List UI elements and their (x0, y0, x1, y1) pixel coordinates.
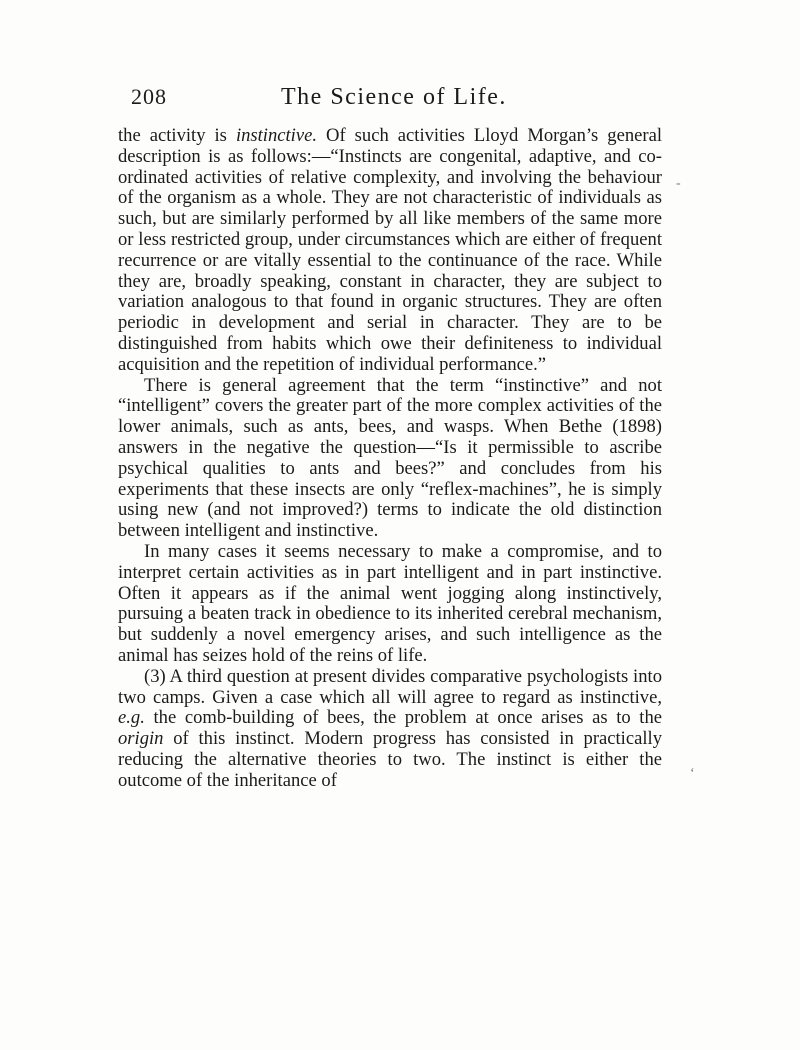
text-run: (3) A third question at present divides comparative psychologists into two camps. Given a case which all will agree to regard as instinctive, (118, 665, 662, 708)
paragraph-3: In many cases it seems necessary to make a compromise, and to interpret certain activities as in part intelligent and in part instinctive. Often it appears as if the animal went jogging along instinctively, pursuing a beaten track in obedience to its inherited cerebral mechanism, but suddenly a novel emergency arises, and such intelligence as the animal has seizes hold of the reins of life. (118, 540, 662, 666)
text-run: the comb-building of bees, the problem at once arises as to the (144, 707, 662, 729)
paragraph-2: There is general agreement that the term “instinctive” and not “intelligent” covers the greater part of the more complex activities of the lower animals, such as ants, bees, and wasps. When Bethe (1898) answers in the negative the question—“Is it permissible to ascribe psychical qualities to ants and bees?” and concludes from his experiments that these insects are only “reflex-machines”, he is simply using new (and not improved?) terms to indicate the old distinction between intelligent and instinctive. (118, 374, 662, 542)
page-number: 208 (131, 84, 167, 109)
running-title: The Science of Life. (281, 84, 507, 110)
margin-mark: ʻ (690, 766, 695, 781)
italic-term: instinctive. (235, 125, 318, 146)
text-run: of this instinct. Modern progress has consisted in practically reducing the alternative theories to two. The instinct is either the outcome of the inheritance of (118, 728, 662, 791)
paragraph-1 (118, 126, 662, 376)
body-text (118, 126, 662, 792)
italic-term: e.g. (118, 707, 145, 729)
paragraph-4 (118, 667, 662, 792)
margin-mark: - (676, 176, 681, 191)
running-head (131, 84, 661, 114)
text-run: Of such activities Lloyd Morgan’s general description is as follows:—“Instincts are congenital, adaptive, and co-ordinated activities of relative complexity, and involving the behaviour of the organism as a whole. They are not characteristic of individuals as such, but are similarly performed by all like members of the same more or less restricted group, under circumstances which are either of frequent recurrence or are vitally essential to the continuance of the race. While they are, broadly speaking, constant in character, they are subject to variation analogous to that found in organic structures. They are often periodic in development and serial in character. They are to be distinguished from habits which owe their definiteness to individual acquisition and the repetition of individual performance.” (118, 125, 662, 375)
text-run: the activity is (118, 125, 236, 146)
italic-term: origin (118, 728, 164, 750)
